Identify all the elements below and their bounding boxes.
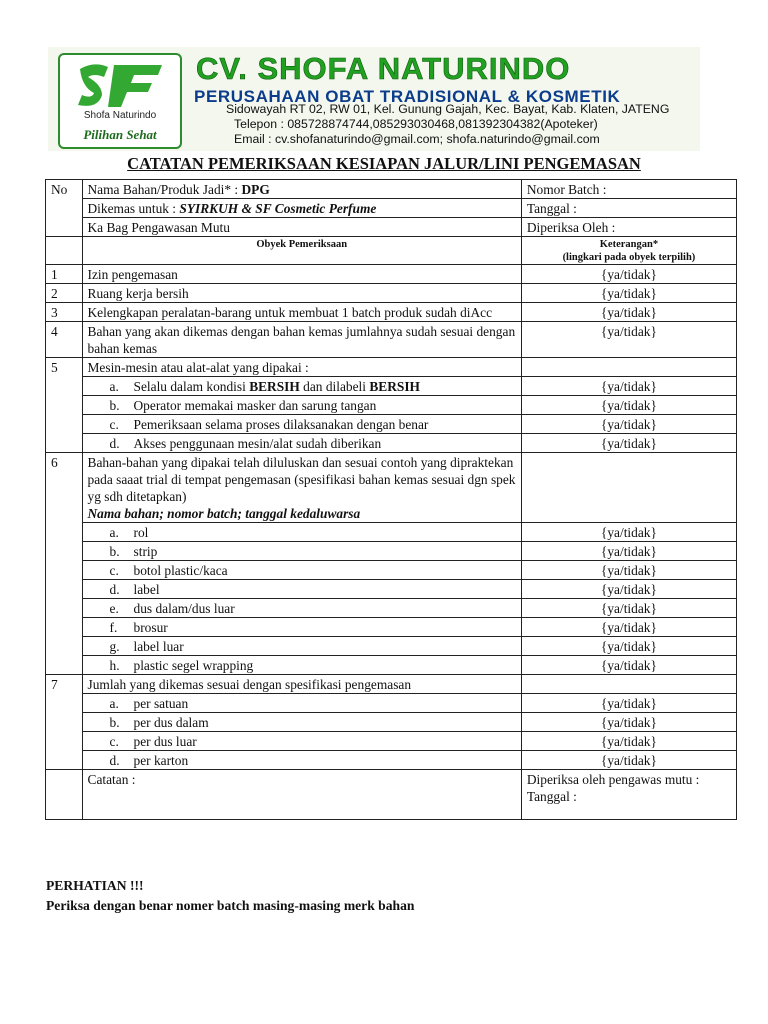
sub-letter: f. <box>109 620 118 635</box>
sub-text: plastic segel wrapping <box>133 658 254 673</box>
answer-choice[interactable]: {ya/tidak} <box>521 434 736 453</box>
row-number: 5 <box>46 358 83 453</box>
answer-choice[interactable]: {ya/tidak} <box>521 713 736 732</box>
table-row <box>46 656 737 675</box>
no-header: No <box>46 180 83 237</box>
nama-value: DPG <box>241 182 270 197</box>
sub-item <box>82 561 521 580</box>
answer-choice[interactable]: {ya/tidak} <box>521 599 736 618</box>
dikemas-label: Dikemas untuk : <box>87 201 180 216</box>
nomor-batch-field[interactable]: Nomor Batch : <box>521 180 736 199</box>
letterhead <box>48 47 700 151</box>
row-number: 7 <box>46 675 83 770</box>
sub-item <box>82 396 521 415</box>
row-number: 3 <box>46 303 83 322</box>
table-row <box>46 237 737 265</box>
dikemas-field[interactable] <box>82 199 521 218</box>
table-row <box>46 618 737 637</box>
answer-choice[interactable]: {ya/tidak} <box>521 637 736 656</box>
keterangan-label: Keterangan* <box>599 239 659 250</box>
answer-choice[interactable]: {ya/tidak} <box>521 377 736 396</box>
sub-item <box>82 637 521 656</box>
sub-letter: b. <box>109 544 120 559</box>
pengawas-field[interactable] <box>521 770 736 820</box>
answer-choice[interactable]: {ya/tidak} <box>521 303 736 322</box>
column-header-obyek: Obyek Pemeriksaan <box>82 237 521 265</box>
item-text: Mesin-mesin atau alat-alat yang dipakai : <box>82 358 521 377</box>
sub-letter: h. <box>109 658 120 673</box>
sub-letter: a. <box>109 379 119 394</box>
answer-choice[interactable]: {ya/tidak} <box>521 396 736 415</box>
sub-letter: e. <box>109 601 119 616</box>
table-row <box>46 637 737 656</box>
row-number: 2 <box>46 284 83 303</box>
blank-cell <box>521 675 736 694</box>
sub-item <box>82 751 521 770</box>
table-row <box>46 523 737 542</box>
kabag-label: Ka Bag Pengawasan Mutu <box>82 218 521 237</box>
sub-text: Akses penggunaan mesin/alat sudah diberikan <box>133 436 382 451</box>
logo-tagline: Pilihan Sehat <box>83 127 157 142</box>
sub-text: Selalu dalam kondisi <box>133 379 250 394</box>
sub-text: label luar <box>133 639 184 654</box>
answer-choice[interactable]: {ya/tidak} <box>521 618 736 637</box>
row-number: 4 <box>46 322 83 358</box>
answer-choice[interactable]: {ya/tidak} <box>521 694 736 713</box>
sub-letter: a. <box>109 525 119 540</box>
answer-choice[interactable]: {ya/tidak} <box>521 322 736 358</box>
item-text: Izin pengemasan <box>82 265 521 284</box>
sub-letter: d. <box>109 753 120 768</box>
sub-item <box>82 599 521 618</box>
table-row <box>46 358 737 377</box>
blank-cell <box>46 770 83 820</box>
diperiksa-pengawas-label: Diperiksa oleh pengawas mutu : <box>526 772 700 787</box>
table-row <box>46 322 737 358</box>
table-row <box>46 542 737 561</box>
row-number: 1 <box>46 265 83 284</box>
item-text: Ruang kerja bersih <box>82 284 521 303</box>
sub-text-bold: BERSIH <box>249 379 300 394</box>
warning-text: Periksa dengan benar nomer batch masing-masing merk bahan <box>46 898 415 913</box>
table-row <box>46 694 737 713</box>
item-text: Kelengkapan peralatan-barang untuk membuat 1 batch produk sudah diAcc <box>82 303 521 322</box>
sub-text: Pemeriksaan selama proses dilaksanakan dengan benar <box>133 417 429 432</box>
sf-logo-icon <box>74 59 166 111</box>
table-row <box>46 265 737 284</box>
warning-heading: PERHATIAN !!! <box>46 878 144 893</box>
answer-choice[interactable]: {ya/tidak} <box>521 415 736 434</box>
sub-letter: g. <box>109 639 120 654</box>
diperiksa-field[interactable]: Diperiksa Oleh : <box>521 218 736 237</box>
sub-item <box>82 732 521 751</box>
answer-choice[interactable]: {ya/tidak} <box>521 284 736 303</box>
column-header-keterangan <box>521 237 736 265</box>
sub-letter: c. <box>109 563 119 578</box>
sub-item <box>82 434 521 453</box>
sub-item <box>82 542 521 561</box>
answer-choice[interactable]: {ya/tidak} <box>521 523 736 542</box>
sub-item <box>82 713 521 732</box>
item-6-text: Bahan-bahan yang dipakai telah diluluskan dan sesuai contoh yang dipraktekan pada saaat trial di tempat pengemasan (spesifikasi bahan kemas sesuai dgn spek yg sdh ditetapkan) <box>87 455 516 504</box>
table-row <box>46 396 737 415</box>
item-text: Jumlah yang dikemas sesuai dengan spesifikasi pengemasan <box>82 675 521 694</box>
blank-cell <box>521 453 736 523</box>
table-row <box>46 415 737 434</box>
table-row <box>46 675 737 694</box>
answer-choice[interactable]: {ya/tidak} <box>521 580 736 599</box>
sub-letter: d. <box>109 436 120 451</box>
company-logo <box>58 53 182 149</box>
item-6-note: Nama bahan; nomor batch; tanggal kedaluwarsa <box>87 506 361 521</box>
blank-cell <box>521 358 736 377</box>
sub-text: brosur <box>133 620 168 635</box>
sub-text: per satuan <box>133 696 189 711</box>
company-subtitle: PERUSAHAAN OBAT TRADISIONAL & KOSMETIK <box>194 87 621 106</box>
answer-choice[interactable]: {ya/tidak} <box>521 561 736 580</box>
table-row <box>46 751 737 770</box>
table-row <box>46 434 737 453</box>
table-row <box>46 580 737 599</box>
catatan-field[interactable]: Catatan : <box>82 770 521 820</box>
sub-item <box>82 618 521 637</box>
sub-text: strip <box>133 544 158 559</box>
tanggal-label: Tanggal : <box>526 789 577 804</box>
table-row <box>46 453 737 523</box>
sub-letter: d. <box>109 582 120 597</box>
sub-letter: b. <box>109 715 120 730</box>
sub-text: dan dilabeli <box>299 379 370 394</box>
table-row <box>46 199 737 218</box>
answer-choice[interactable]: {ya/tidak} <box>521 265 736 284</box>
sub-text: per dus luar <box>133 734 197 749</box>
sub-text: per karton <box>133 753 189 768</box>
sub-letter: b. <box>109 398 120 413</box>
tanggal-field[interactable]: Tanggal : <box>521 199 736 218</box>
sub-text: per dus dalam <box>133 715 209 730</box>
sub-text: rol <box>133 525 149 540</box>
table-row <box>46 377 737 396</box>
table-row <box>46 599 737 618</box>
sub-item <box>82 694 521 713</box>
sub-item <box>82 377 521 396</box>
nama-bahan-field[interactable] <box>82 180 521 199</box>
answer-choice[interactable]: {ya/tidak} <box>521 751 736 770</box>
sub-text: botol plastic/kaca <box>133 563 228 578</box>
table-row <box>46 218 737 237</box>
row-number: 6 <box>46 453 83 675</box>
table-row <box>46 713 737 732</box>
logo-name: Shofa Naturindo <box>83 110 157 121</box>
item-text: Bahan yang akan dikemas dengan bahan kemas jumlahnya sudah sesuai dengan bahan kemas <box>82 322 521 358</box>
answer-choice[interactable]: {ya/tidak} <box>521 656 736 675</box>
answer-choice[interactable]: {ya/tidak} <box>521 542 736 561</box>
sub-item <box>82 656 521 675</box>
sub-item <box>82 523 521 542</box>
sub-letter: a. <box>109 696 119 711</box>
form-title: CATATAN PEMERIKSAAN KESIAPAN JALUR/LINI PENGEMASAN <box>127 154 641 173</box>
answer-choice[interactable]: {ya/tidak} <box>521 732 736 751</box>
table-row <box>46 770 737 820</box>
dikemas-value: SYIRKUH & SF Cosmetic Perfume <box>179 201 377 216</box>
sub-text: Operator memakai masker dan sarung tangan <box>133 398 377 413</box>
sub-item <box>82 415 521 434</box>
sub-letter: c. <box>109 734 119 749</box>
sub-text-bold: BERSIH <box>369 379 420 394</box>
nama-label: Nama Bahan/Produk Jadi* : <box>87 182 242 197</box>
company-phone: Telepon : 085728874744,085293030468,081392304382(Apoteker) <box>234 117 598 131</box>
blank-cell <box>46 237 83 265</box>
company-name: CV. SHOFA NATURINDO <box>196 51 571 86</box>
table-row <box>46 180 737 199</box>
item-text <box>82 453 521 523</box>
company-email: Email : cv.shofanaturindo@gmail.com; shofa.naturindo@gmail.com <box>234 132 600 146</box>
sub-text: dus dalam/dus luar <box>133 601 235 616</box>
sub-letter: c. <box>109 417 119 432</box>
table-row <box>46 284 737 303</box>
table-row <box>46 732 737 751</box>
table-row <box>46 561 737 580</box>
sub-text: label <box>133 582 160 597</box>
inspection-table <box>45 179 737 820</box>
keterangan-note: (lingkari pada obyek terpilih) <box>562 252 696 263</box>
sub-item <box>82 580 521 599</box>
table-row <box>46 303 737 322</box>
company-address: Sidowayah RT 02, RW 01, Kel. Gunung Gajah, Kec. Bayat, Kab. Klaten, JATENG <box>226 102 670 116</box>
